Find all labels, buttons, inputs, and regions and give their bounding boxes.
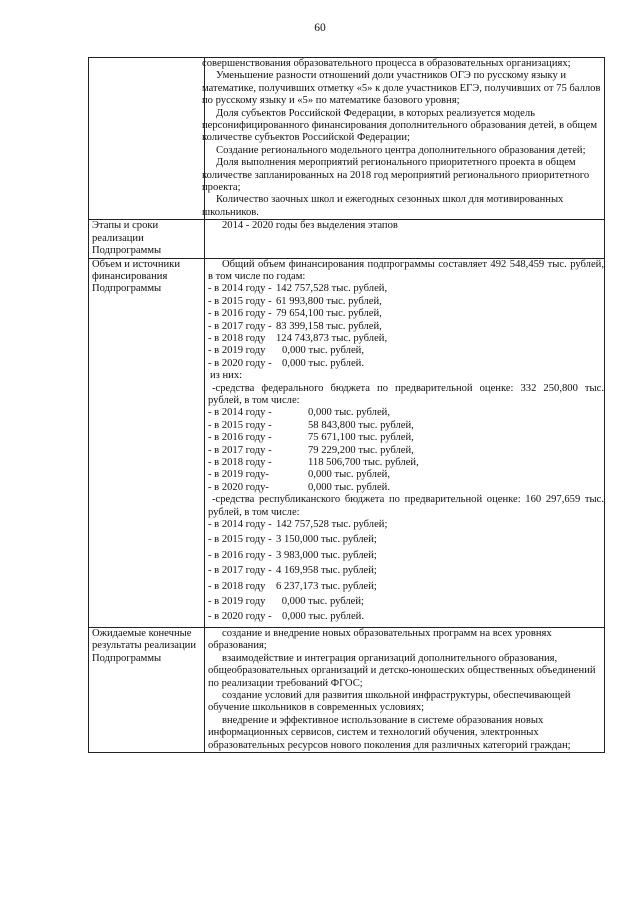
year-amount-row: [208, 581, 604, 593]
stages-text: 2014 - 2020 годы без выделения этапов: [222, 220, 398, 232]
amount-value: 3 983,000 тыс. рублей;: [276, 549, 377, 561]
amount-value: 58 843,800 тыс. рублей,: [308, 419, 414, 431]
year-label: - в 2017 году -: [208, 320, 272, 332]
result-line: создание и внедрение новых образовательных программ на всех уровнях образования;: [208, 627, 552, 652]
year-amount-row: [208, 420, 604, 432]
year-label: - в 2016 году -: [208, 308, 272, 320]
amount-value: 79 654,100 тыс. рублей,: [276, 308, 382, 320]
year-label: - в 2017 году -: [208, 444, 272, 456]
amount-value: 0,000 тыс. рублей;: [281, 596, 364, 608]
year-amount-row: [208, 611, 604, 623]
federal-intro: -средства федерального бюджета по предварительной оценке: 332 250,800 тыс. рублей, в том числе:: [208, 382, 604, 406]
year-label: - в 2014 году -: [208, 407, 272, 419]
year-amount-row: [208, 407, 604, 419]
year-label: - в 2016 году -: [208, 432, 272, 444]
year-label: - в 2019 году: [208, 596, 266, 608]
row-label: Объем и источники финансирования Подпрограммы: [89, 258, 205, 627]
year-label: - в 2020 году -: [208, 611, 272, 623]
page-number: 60: [314, 22, 326, 34]
indicator-line: Уменьшение разности отношений доли участников ОГЭ по русскому языку и математике, получивших отметку «5» к доле участников ЕГЭ, получивших от 75 баллов по русскому языку и «5» по математике базового уровня;: [202, 70, 601, 107]
year-amount-row: [208, 321, 604, 333]
indicator-line: Количество заочных школ и ежегодных сезонных школ для мотивированных школьников.: [202, 194, 564, 218]
republic-years-list: [208, 519, 604, 624]
amount-value: 4 169,958 тыс. рублей;: [276, 565, 377, 577]
total-years-list: [208, 283, 604, 370]
row-content: [205, 258, 605, 627]
program-passport-table: [88, 57, 605, 753]
year-label: - в 2020 году-: [208, 481, 269, 493]
year-label: - в 2018 году -: [208, 457, 272, 468]
row-label: Этапы и сроки реализации Подпрограммы: [89, 220, 205, 258]
amount-value: 6 237,173 тыс. рублей;: [276, 580, 377, 592]
row-label: Ожидаемые конечные результаты реализации Подпрограммы: [89, 627, 205, 752]
year-amount-row: [208, 482, 604, 494]
amount-value: 0,000 тыс. рублей,: [308, 407, 390, 419]
row-content: [205, 627, 605, 752]
table-row-stages: [89, 220, 605, 258]
year-amount-row: [208, 308, 604, 320]
year-label: - в 2017 году -: [208, 565, 272, 577]
federal-years-list: [208, 407, 604, 494]
amount-value: 142 757,528 тыс. рублей,: [276, 283, 388, 295]
year-label: - в 2015 году -: [208, 295, 272, 307]
year-label: - в 2015 году -: [208, 419, 272, 431]
year-amount-row: [208, 550, 604, 562]
table-row-financing: [89, 258, 605, 627]
row-content: [202, 58, 605, 220]
year-amount-row: [208, 445, 604, 457]
republic-intro: -средства республиканского бюджета по предварительной оценке: 160 297,659 тыс. рублей, в том числе:: [208, 494, 604, 518]
of-them-label: из них:: [210, 370, 243, 382]
year-amount-row: [208, 534, 604, 546]
amount-value: 0,000 тыс. рублей.: [282, 357, 364, 369]
amount-value: 118 506,700 тыс. рублей,: [308, 457, 419, 468]
year-label: - в 2018 году: [208, 332, 266, 344]
amount-value: 79 229,200 тыс. рублей,: [308, 444, 414, 456]
amount-value: 124 743,873 тыс. рублей,: [276, 332, 388, 344]
year-amount-row: [208, 469, 604, 481]
amount-value: 0,000 тыс. рублей,: [282, 345, 364, 357]
year-label: - в 2016 году -: [208, 549, 272, 561]
row-label: [89, 58, 205, 220]
indicator-line: Создание регионального модельного центра дополнительного образования детей;: [216, 144, 586, 156]
year-label: - в 2015 году -: [208, 534, 272, 546]
year-amount-row: [208, 596, 604, 608]
year-label: - в 2014 году -: [208, 519, 272, 531]
year-amount-row: [208, 432, 604, 444]
amount-value: 3 150,000 тыс. рублей;: [276, 534, 377, 546]
table-row-indicators: [89, 58, 605, 220]
row-content: [205, 220, 605, 258]
year-label: - в 2019 году-: [208, 469, 269, 481]
amount-value: 0,000 тыс. рублей.: [282, 611, 364, 623]
year-amount-row: [208, 296, 604, 308]
indicator-line: Доля субъектов Российской Федерации, в которых реализуется модель персонифицированного финансирования дополнительного образования детей, в общем количестве субъектов Российской Федерации;: [202, 107, 598, 144]
year-label: - в 2014 году -: [208, 283, 272, 295]
year-amount-row: [208, 283, 604, 295]
year-amount-row: [208, 565, 604, 577]
amount-value: 0,000 тыс. рублей,: [308, 469, 390, 481]
year-amount-row: [208, 519, 604, 531]
year-amount-row: [208, 358, 604, 370]
amount-value: 0,000 тыс. рублей.: [308, 481, 390, 493]
table-row-results: [89, 627, 605, 752]
amount-value: 61 993,800 тыс. рублей,: [276, 295, 382, 307]
year-amount-row: [208, 333, 604, 345]
amount-value: 83 399,158 тыс. рублей,: [276, 320, 382, 332]
year-label: - в 2019 году: [208, 345, 266, 357]
year-label: - в 2020 году -: [208, 357, 272, 369]
indicator-line: совершенствования образовательного процесса в образовательных организациях;: [202, 58, 571, 69]
year-amount-row: [208, 345, 604, 357]
result-line: внедрение и эффективное использование в системе образования новых информационных сервисов, систем и технологий обучения, электронных образовательных ресурсов нового поколения для различных категорий граждан;: [208, 714, 571, 751]
year-amount-row: [208, 457, 604, 469]
total-intro: Общий объем финансирования подпрограммы составляет 492 548,459 тыс. рублей, в том числе по годам:: [208, 258, 604, 282]
amount-value: 142 757,528 тыс. рублей;: [276, 519, 388, 531]
year-label: - в 2018 году: [208, 580, 266, 592]
result-line: создание условий для развития школьной инфраструктуры, обеспечивающей обучение школьников в современных условиях;: [208, 689, 571, 714]
result-line: взаимодействие и интеграция организаций дополнительного образования, общеобразовательных организаций и детско-юношеских общественных объединений по реализации требований ФГОС;: [208, 652, 596, 689]
amount-value: 75 671,100 тыс. рублей,: [308, 432, 414, 444]
indicator-line: Доля выполнения мероприятий регионального приоритетного проекта в общем количестве запланированных на 2018 год мероприятий регионального приоритетного проекта;: [202, 157, 590, 194]
